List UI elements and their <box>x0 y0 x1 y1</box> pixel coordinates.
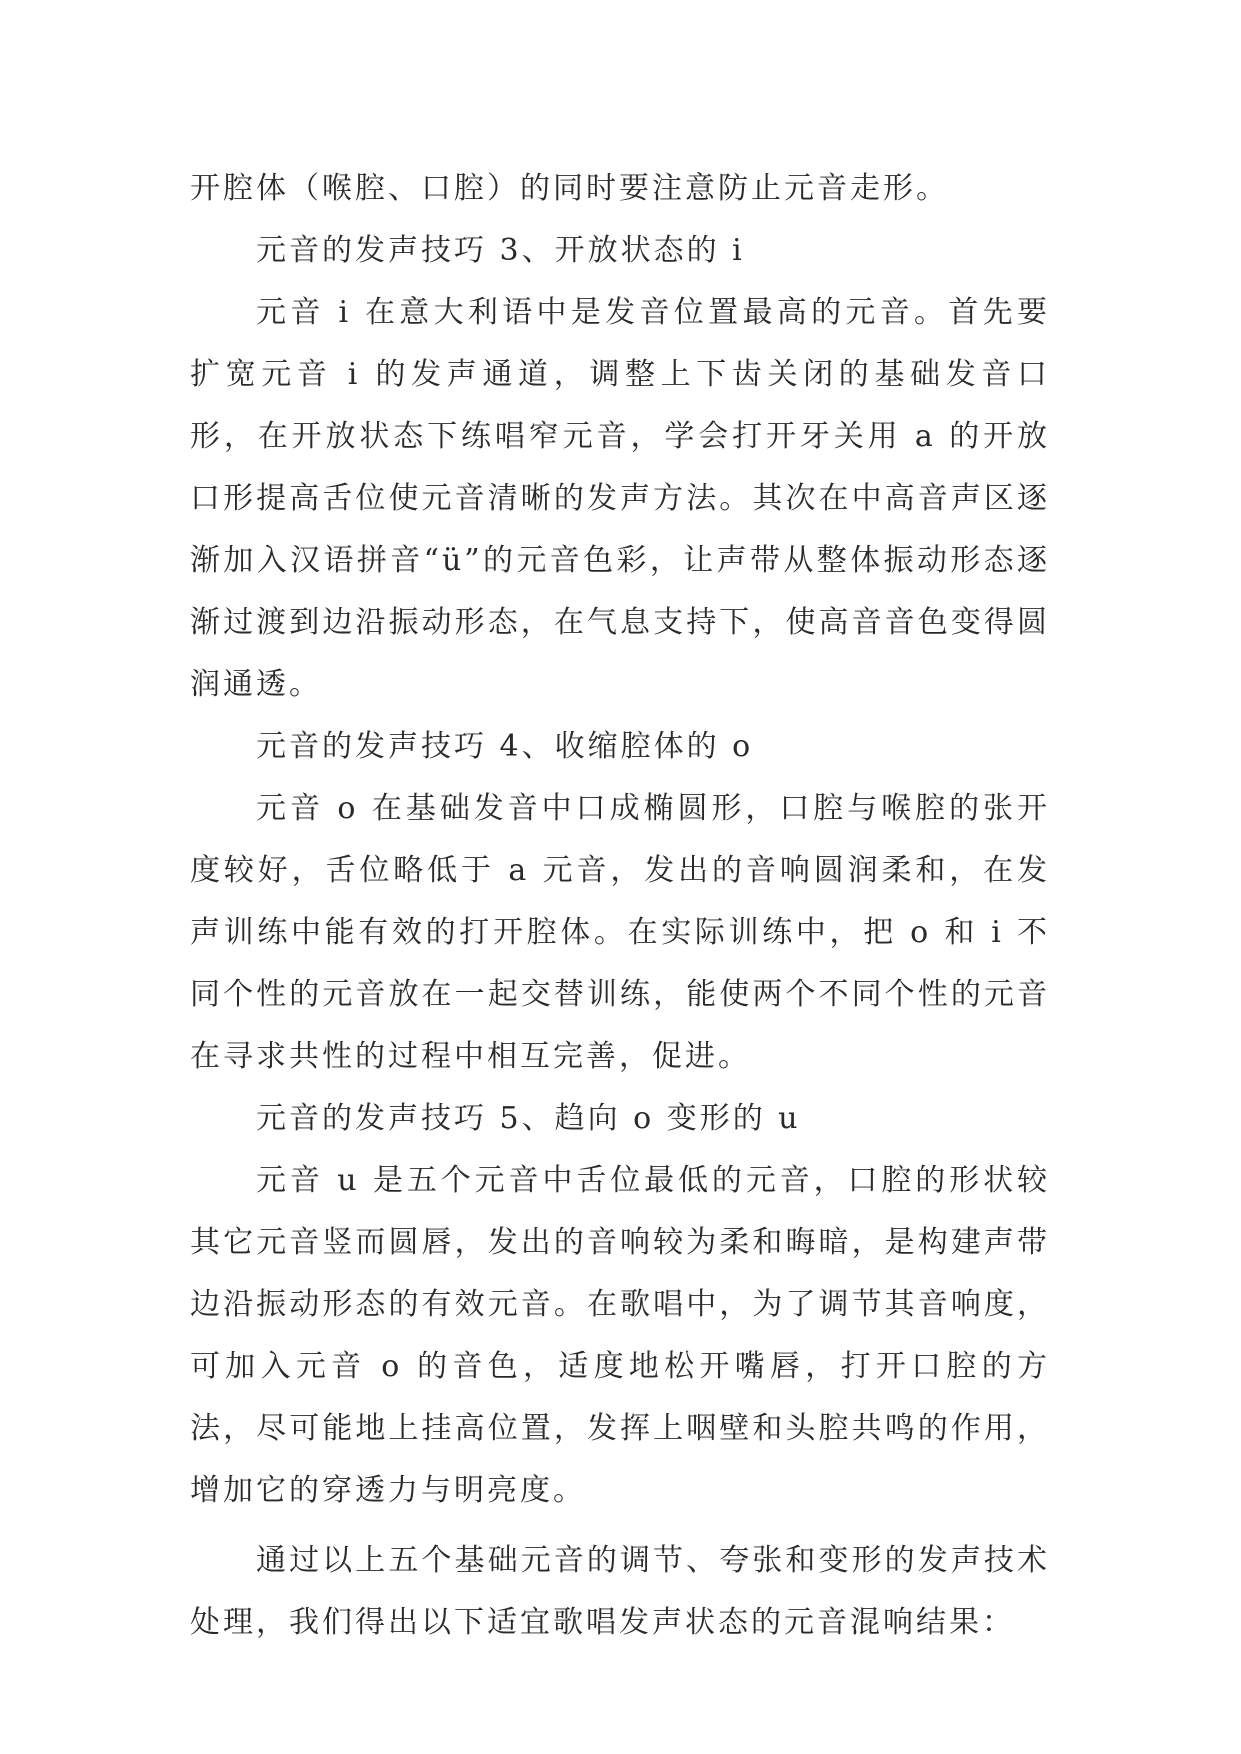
section-heading-3: 元音的发声技巧 3、开放状态的 i <box>256 233 745 268</box>
section-heading-4: 元音的发声技巧 4、收缩腔体的 o <box>256 729 754 764</box>
paragraph-vowel-o: 元音 o 在基础发音中口成椭圆形，口腔与喉腔的张开度较好，舌位略低于 a 元音，发出的音响圆润柔和，在发声训练中能有效的打开腔体。在实际训练中，把 o 和 i 不同个性的元音放在一起交替训练，能使两个不同个性的元音在寻求共性的过程中相互完善，促进。 <box>190 791 1050 1074</box>
document-body <box>190 158 1050 1654</box>
paragraph-vowel-u: 元音 u 是五个元音中舌位最低的元音，口腔的形状较其它元音竖而圆唇，发出的音响较为柔和晦暗，是构建声带边沿振动形态的有效元音。在歌唱中，为了调节其音响度，可加入元音 o 的音色，适度地松开嘴唇，打开口腔的方法，尽可能地上挂高位置，发挥上咽壁和头腔共鸣的作用，增加它的穿透力与明亮度。 <box>190 1163 1050 1508</box>
paragraph-continuation: 开腔体（喉腔、口腔）的同时要注意防止元音走形。 <box>190 171 949 206</box>
section-heading-5: 元音的发声技巧 5、趋向 o 变形的 u <box>256 1101 801 1136</box>
paragraph-vowel-i: 元音 i 在意大利语中是发音位置最高的元音。首先要扩宽元音 i 的发声通道，调整上下齿关闭的基础发音口形，在开放状态下练唱窄元音，学会打开牙关用 a 的开放口形提高舌位使元音清晰的发声方法。其次在中高音声区逐渐加入汉语拼音“ü”的元音色彩，让声带从整体振动形态逐渐过渡到边沿振动形态，在气息支持下，使高音音色变得圆润通透。 <box>190 295 1050 702</box>
paragraph-conclusion: 通过以上五个基础元音的调节、夸张和变形的发声技术处理，我们得出以下适宜歌唱发声状态的元音混响结果： <box>190 1543 1050 1640</box>
